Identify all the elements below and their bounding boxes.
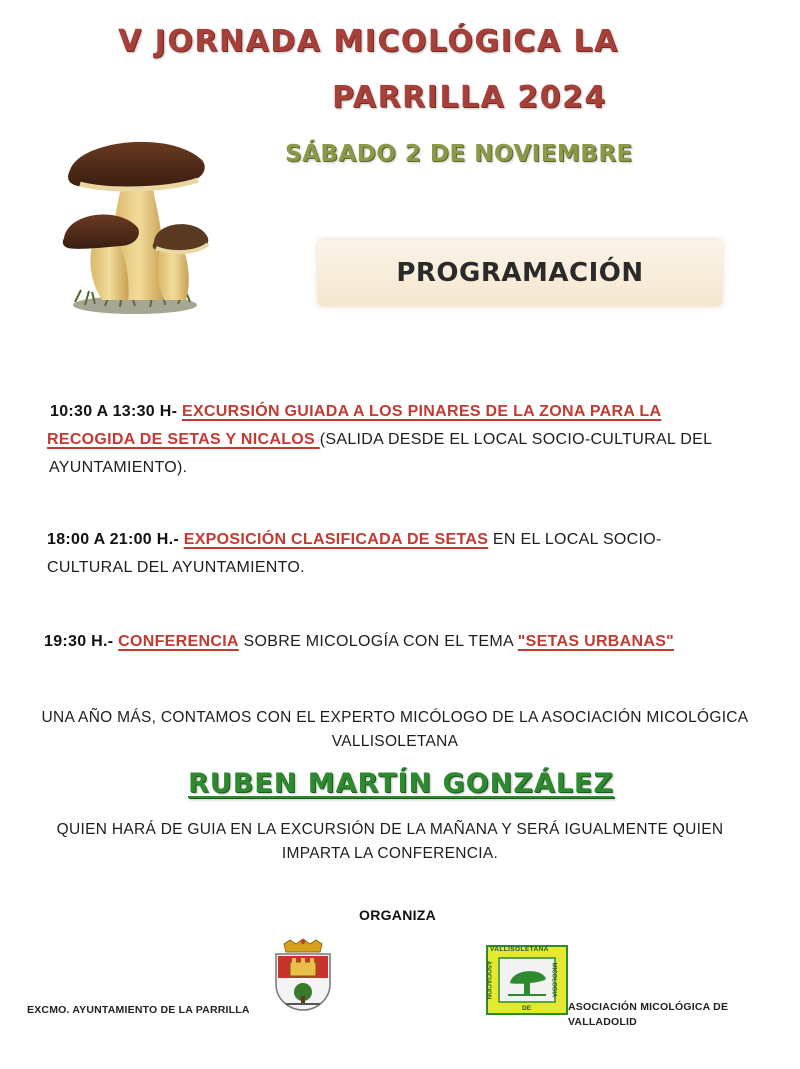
event-3-detail: SOBRE MICOLOGÍA CON EL TEMA [238, 633, 518, 650]
event-3 [44, 628, 764, 656]
event-1-title-a: EXCURSIÓN GUIADA A LOS PINARES DE LA ZONA PARA LA [181, 403, 662, 420]
asociacion-label-line-1: ASOCIACIÓN MICOLÓGICA DE [568, 1001, 729, 1013]
expert-role-line-1: QUIEN HARÁ DE GUIA EN LA EXCURSIÓN DE LA MAÑANA Y SERÁ IGUALMENTE QUIEN [56, 821, 724, 838]
programacion-banner [318, 240, 722, 306]
town-coat-of-arms [270, 938, 336, 1012]
event-2-time: 18:00 A 21:00 H.- [47, 531, 179, 548]
title-line-2: PARRILLA 2024 [332, 80, 607, 115]
asociacion-label-line-2: VALLADOLID [568, 1016, 637, 1028]
event-date: SÁBADO 2 DE NOVIEMBRE [285, 141, 633, 167]
expert-name: RUBEN MARTÍN GONZÁLEZ [188, 768, 614, 799]
logo-text-right: MICOLOGIA [550, 962, 557, 998]
mushroom-illustration [50, 130, 220, 320]
event-2-detail-a: EN EL LOCAL SOCIO- [488, 531, 662, 548]
event-2 [47, 526, 767, 582]
event-3-title: CONFERENCIA [118, 633, 239, 650]
association-logo [486, 945, 568, 1015]
programacion-heading: PROGRAMACIÓN [396, 258, 644, 288]
event-1-title-b: RECOGIDA DE SETAS Y NICALOS [47, 431, 320, 448]
expert-intro [20, 706, 770, 754]
title-line-1: V JORNADA MICOLÓGICA LA [118, 24, 619, 59]
ayuntamiento-label: EXCMO. AYUNTAMIENTO DE LA PARRILLA [27, 1004, 250, 1016]
expert-intro-line-2: VALLISOLETANA [331, 733, 459, 750]
expert-intro-line-1: UNA AÑO MÁS, CONTAMOS CON EL EXPERTO MICÓLOGO DE LA ASOCIACIÓN MICOLÓGICA [41, 709, 749, 726]
event-3-time: 19:30 H.- [44, 633, 114, 650]
event-2-title: EXPOSICIÓN CLASIFICADA DE SETAS [183, 531, 489, 548]
expert-role-line-2: IMPARTA LA CONFERENCIA. [281, 845, 499, 862]
event-1-detail-b: AYUNTAMIENTO). [49, 459, 188, 476]
organiza-label: ORGANIZA [359, 907, 437, 923]
event-1 [47, 398, 770, 482]
logo-text-top: VALLISOLETANA [490, 946, 549, 953]
logo-text-bottom: DE [522, 1005, 532, 1012]
logo-text-left: ASOCIACION [485, 960, 492, 1000]
event-3-theme: "SETAS URBANAS" [517, 633, 675, 650]
event-1-time: 10:30 A 13:30 H- [50, 403, 178, 420]
event-1-detail-a: (SALIDA DESDE EL LOCAL SOCIO-CULTURAL DEL [319, 431, 713, 448]
expert-role [30, 818, 750, 866]
asociacion-label [568, 1000, 728, 1030]
event-2-detail-b: CULTURAL DEL AYUNTAMIENTO. [47, 559, 305, 576]
